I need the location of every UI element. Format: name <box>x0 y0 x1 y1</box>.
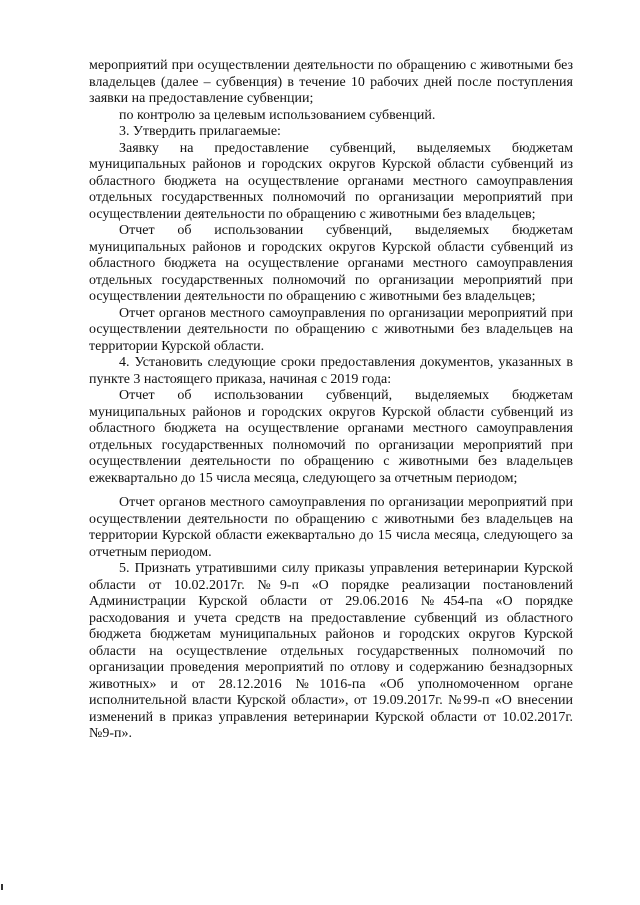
scan-mark <box>1 884 3 890</box>
paragraph-4: Заявку на предоставление субвенций, выделяемых бюджетам муниципальных районов и городских округов Курской области субвенций из областного бюджета на осуществление органами местного самоуправления отдельных государственных полномочий по организации мероприятий при осуществлении деятельности по обращению с животными без владельцев; <box>89 140 573 222</box>
paragraph-2: по контролю за целевым использованием субвенций. <box>119 107 436 123</box>
paragraph-7: 4. Установить следующие сроки предоставления документов, указанных в пункте 3 настоящего приказа, начиная с 2019 года: <box>89 355 573 387</box>
paragraph-3: 3. Утвердить прилагаемые: <box>119 124 281 139</box>
paragraph-9: Отчет органов местного самоуправления по организации мероприятий при осуществлении деятельности по обращению с животными без владельцев на территории Курской области ежеквартально до 15 числа месяца, следующего за отчетным периодом. <box>89 495 573 560</box>
paragraph-8: Отчет об использовании субвенций, выделяемых бюджетам муниципальных районов и городских округов Курской области субвенций из областного бюджета на осуществление органами местного самоуправления отдельных государственных полномочий по организации мероприятий при осуществлении деятельности по обращению с животными без владельцев ежеквартально до 15 числа месяца, следующего за отчетным периодом; <box>89 388 573 486</box>
paragraph-10: 5. Признать утратившими силу приказы управления ветеринарии Курской области от 10.02.2017г. №9-п «О порядке реализации постановлений Администрации Курской области от 29.06.2016 №454-па «О порядке расходования и учета средств на предоставление субвенций из областного бюджета бюджетам муниципальных районов и городских округов Курской области на осуществление отдельных государственных полномочий по организации проведения мероприятий по отлову и содержанию безнадзорных животных» и от 28.12.2016 №1016-па «Об уполномоченном органе исполнительной власти Курской области», от 19.09.2017г. №99-п «О внесении изменений в приказ управления ветеринарии Курской области от 10.02.2017г. №9-п». <box>89 561 573 741</box>
paragraph-1: мероприятий при осуществлении деятельности по обращению с животными без владельцев (далее – субвенция) в течение 10 рабочих дней после поступления заявки на предоставление субвенции; <box>89 58 573 106</box>
document-body <box>89 58 573 743</box>
paragraph-5: Отчет об использовании субвенций, выделяемых бюджетам муниципальных районов и городских округов Курской области субвенций из областного бюджета на осуществление органами местного самоуправления отдельных государственных полномочий по организации мероприятий при осуществлении деятельности по обращению с животными без владельцев; <box>89 223 573 304</box>
paragraph-6: Отчет органов местного самоуправления по организации мероприятий при осуществлении деятельности по обращению с животными без владельцев на территории Курской области. <box>89 305 573 354</box>
